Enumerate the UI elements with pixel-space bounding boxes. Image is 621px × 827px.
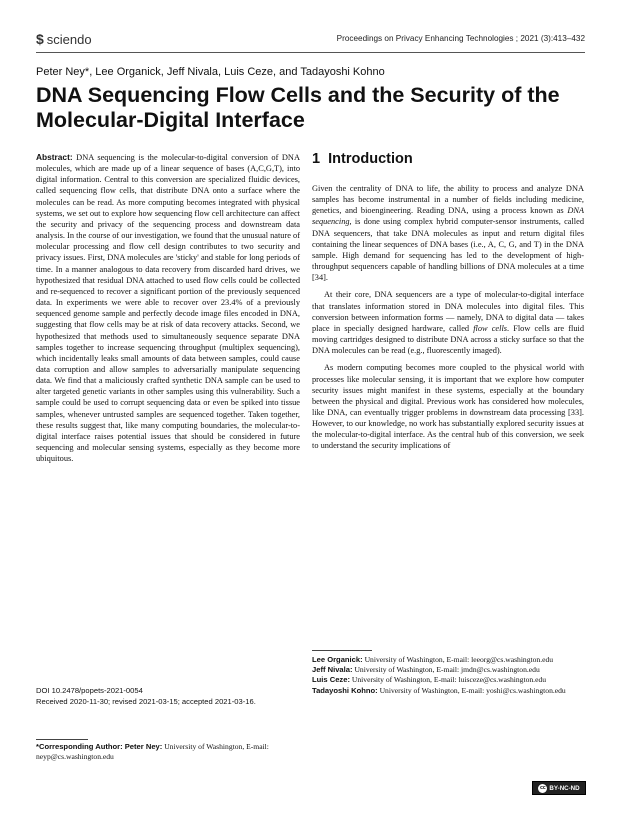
affiliation-item xyxy=(312,655,584,665)
publication-info xyxy=(36,685,300,707)
journal-line: Proceedings on Privacy Enhancing Technologies ; 2021 (3):413–432 xyxy=(336,34,585,43)
intro-text: . Flow cells are fluid moving cartridges designed to distribute DNA across a sticky surface so that the DNA molecules can be read (e.g., fluorescently imaged). xyxy=(312,323,584,356)
affiliations xyxy=(312,655,584,696)
section-number: 1 xyxy=(312,151,321,167)
affiliation-item xyxy=(312,686,584,696)
affiliation-name: Luis Ceze: xyxy=(312,675,350,685)
corresponding-text: University of Washington, E-mail: neyp@cs.washington.edu xyxy=(36,742,269,761)
sciendo-logo xyxy=(36,31,92,47)
corresponding-label: *Corresponding Author: Peter Ney: xyxy=(36,742,163,751)
intro-text: As modern computing becomes more coupled to the physical world with processes like molecular sensing, it is important that we explore how computer security issues might manifest in these systems, especially at the boundary between the physical and digital. Previous work has considered how molecules, like DNA, can eventually trigger problems in downstream data processing [33]. However, to our knowledge, no work has substantially explored security issues at the molecular-to-digital interface. As the central hub of this conversion, we seek to understand the security implications of xyxy=(312,363,584,451)
affiliation-item xyxy=(312,675,584,685)
affiliation-divider xyxy=(312,650,372,651)
author-list: Peter Ney*, Lee Organick, Jeff Nivala, Luis Ceze, and Tadayoshi Kohno xyxy=(36,66,385,78)
received-dates: Received 2020-11-30; revised 2021-03-15; accepted 2021-03-16. xyxy=(36,697,256,706)
license-text: BY-NC-ND xyxy=(549,784,580,792)
corresponding-author-note xyxy=(36,742,300,762)
intro-text: , is done using complex hybrid computer-sensor instruments, called DNA sequencers, that take DNA molecules as input and return digital files containing the linear sequences of DNA bases (i.e., A, C, G, and T) in the DNA sample. High demand for sequencing has led to the development of high-throughput sequencers capable of handling billions of DNA molecules at a time [34]. xyxy=(312,217,584,283)
header-divider xyxy=(36,52,585,53)
abstract-label: Abstract: xyxy=(36,152,73,162)
section-title: Introduction xyxy=(328,151,413,167)
sciendo-logo-icon: $ xyxy=(36,31,44,47)
footnote-divider xyxy=(36,739,88,740)
affiliation-name: Jeff Nivala: xyxy=(312,665,353,675)
section-heading xyxy=(312,151,413,167)
affiliation-item xyxy=(312,665,584,675)
affiliation-text: University of Washington, E-mail: luisceze@cs.washington.edu xyxy=(351,675,547,685)
introduction-body xyxy=(312,183,584,452)
affiliation-text: University of Washington, E-mail: yoshi@cs.washington.edu xyxy=(379,685,566,695)
abstract-text: DNA sequencing is the molecular-to-digital conversion of DNA molecules, which are made up of a linear sequence of bases (A,C,G,T), into digital information. Central to this conversion are specialized fluidic devices, called sequencing flow cells, that distribute DNA onto a surface where the molecules can be read. As more computing becomes integrated with physical systems, we set out to explore how sequencing flow cell architecture can affect the security and privacy of the sequencing process and downstream data analysis. In the course of our investigation, we found that the unusual nature of molecular processing and flow cell design contributes to two security and privacy issues. First, DNA molecules are 'sticky' and stable for long periods of time. In a manner analogous to data recovery from discarded hard drives, we hypothesized that residual DNA attached to used flow cells could be collected and re-sequenced to recover a significant portion of the previously sequenced data. In experiments we were able to recover over 23.4% of a previously sequenced genome sample and perfectly decode image files encoded in DNA, suggesting that flow cells may be at risk of data recovery attacks. Second, we hypothesized that methods used to simultaneously sequence separate DNA samples together to increase sequencing throughput (multiplex sequencing), which incidentally leaks small amounts of data between samples, could cause data corruption and allow samples to adversarially manipulate sequencing data. We find that a maliciously crafted synthetic DNA sample can be used to alter targeted genetic variants in other samples using this vulnerability. Such a sample could be used to corrupt sequencing data or even be spiked into tissue samples, whenever untrusted samples are sequenced together. Taken together, these results suggest that, like many computing boundaries, the molecular-to-digital interface raises potential issues that should be considered in future sequencing and molecular sensing systems, especially as they become more ubiquitous. xyxy=(36,153,300,464)
intro-paragraph xyxy=(312,183,584,283)
intro-text: Given the centrality of DNA to life, the ability to process and analyze DNA samples has become instrumental in a number of fields including medicine, genetics, and bioengineering. Reading DNA, using a process known as xyxy=(312,184,584,216)
affiliation-name: Lee Organick: xyxy=(312,655,363,664)
doi-link[interactable]: DOI 10.2478/popets-2021-0054 xyxy=(36,686,143,695)
intro-text: At their core, DNA sequencers are a type of molecular-to-digital interface that translates information stored in DNA molecules into digital files. This conversion between information forms — namely, DNA to digital data — takes place in specially designed hardware, called xyxy=(312,290,584,333)
paper-title: DNA Sequencing Flow Cells and the Security of the Molecular-Digital Interface xyxy=(36,83,560,132)
page-header xyxy=(36,30,585,50)
intro-emphasis: flow cells xyxy=(473,323,508,333)
intro-paragraph xyxy=(312,289,584,356)
abstract xyxy=(36,152,300,464)
intro-paragraph xyxy=(312,362,584,451)
affiliation-text: University of Washington, E-mail: jmdn@cs.washington.edu xyxy=(354,665,540,675)
creative-commons-icon: cc xyxy=(540,785,546,791)
intro-emphasis: DNA sequencing xyxy=(312,206,584,227)
logo-text: sciendo xyxy=(46,31,92,47)
affiliation-text: University of Washington, E-mail: leeorg@cs.washington.edu xyxy=(364,655,554,664)
cc-license-badge[interactable] xyxy=(532,781,586,795)
affiliation-name: Tadayoshi Kohno: xyxy=(312,685,378,695)
